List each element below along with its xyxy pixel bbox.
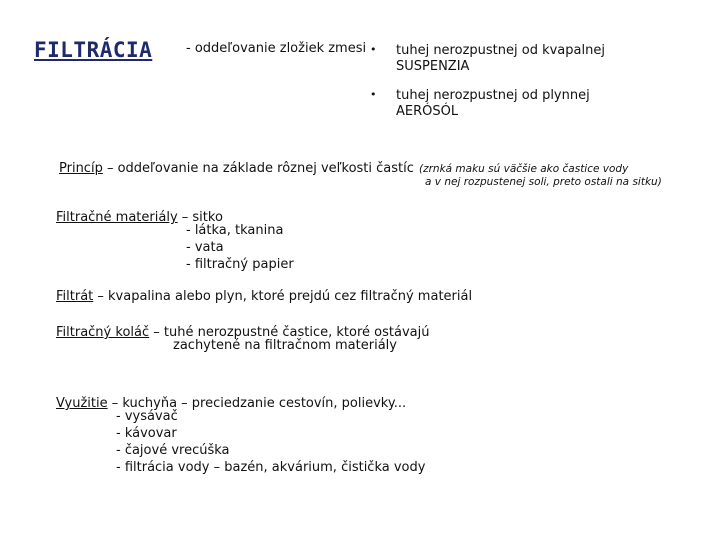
principle-text: – oddeľovanie na základe rôznej veľkosti častíc <box>102 161 414 176</box>
usage-item: - vysávač <box>116 409 178 424</box>
principle-line <box>59 157 628 177</box>
cake-label: Filtračný koláč <box>56 325 150 340</box>
filtrate-label: Filtrát <box>56 289 94 304</box>
bullet-2-line2: AERÓSÓL <box>396 104 459 119</box>
page-title: FILTRÁCIA <box>34 38 153 62</box>
materials-item: - vata <box>186 240 224 255</box>
cake-text: – tuhé nerozpustné častice, ktoré ostávajú <box>149 325 430 340</box>
principle-label: Princíp <box>59 161 103 176</box>
bullet-1-line2: SUSPENZIA <box>396 59 470 74</box>
usage-first: – kuchyňa – preciedzanie cestovín, polievky... <box>107 396 407 411</box>
materials-first: – sitko <box>177 210 223 225</box>
bullet-icon: • <box>370 88 377 101</box>
filtrate-text: – kvapalina alebo plyn, ktoré prejdú cez filtračný materiál <box>93 289 473 304</box>
bullet-icon: • <box>370 43 377 56</box>
materials-label: Filtračné materiály <box>56 210 178 225</box>
principle-note-1: (zrnká maku sú väčšie ako častice vody <box>419 163 629 175</box>
cake-line-2: zachytené na filtračnom materiály <box>173 338 397 353</box>
materials-item: - látka, tkanina <box>186 223 284 238</box>
usage-item: - kávovar <box>116 426 177 441</box>
usage-item: - filtrácia vody – bazén, akvárium, čistička vody <box>116 460 426 475</box>
materials-item: - filtračný papier <box>186 257 294 272</box>
principle-note-2: a v nej rozpustenej soli, preto ostali na sitku) <box>425 176 662 188</box>
bullet-2-line1: tuhej nerozpustnej od plynnej <box>396 88 590 103</box>
bullet-1-line1: tuhej nerozpustnej od kvapalnej <box>396 43 605 58</box>
filtrate-line <box>56 285 472 305</box>
usage-label: Využitie <box>56 396 108 411</box>
usage-item: - čajové vrecúška <box>116 443 230 458</box>
usage-line <box>56 392 406 412</box>
definition-text: - oddeľovanie zložiek zmesi <box>186 41 367 56</box>
